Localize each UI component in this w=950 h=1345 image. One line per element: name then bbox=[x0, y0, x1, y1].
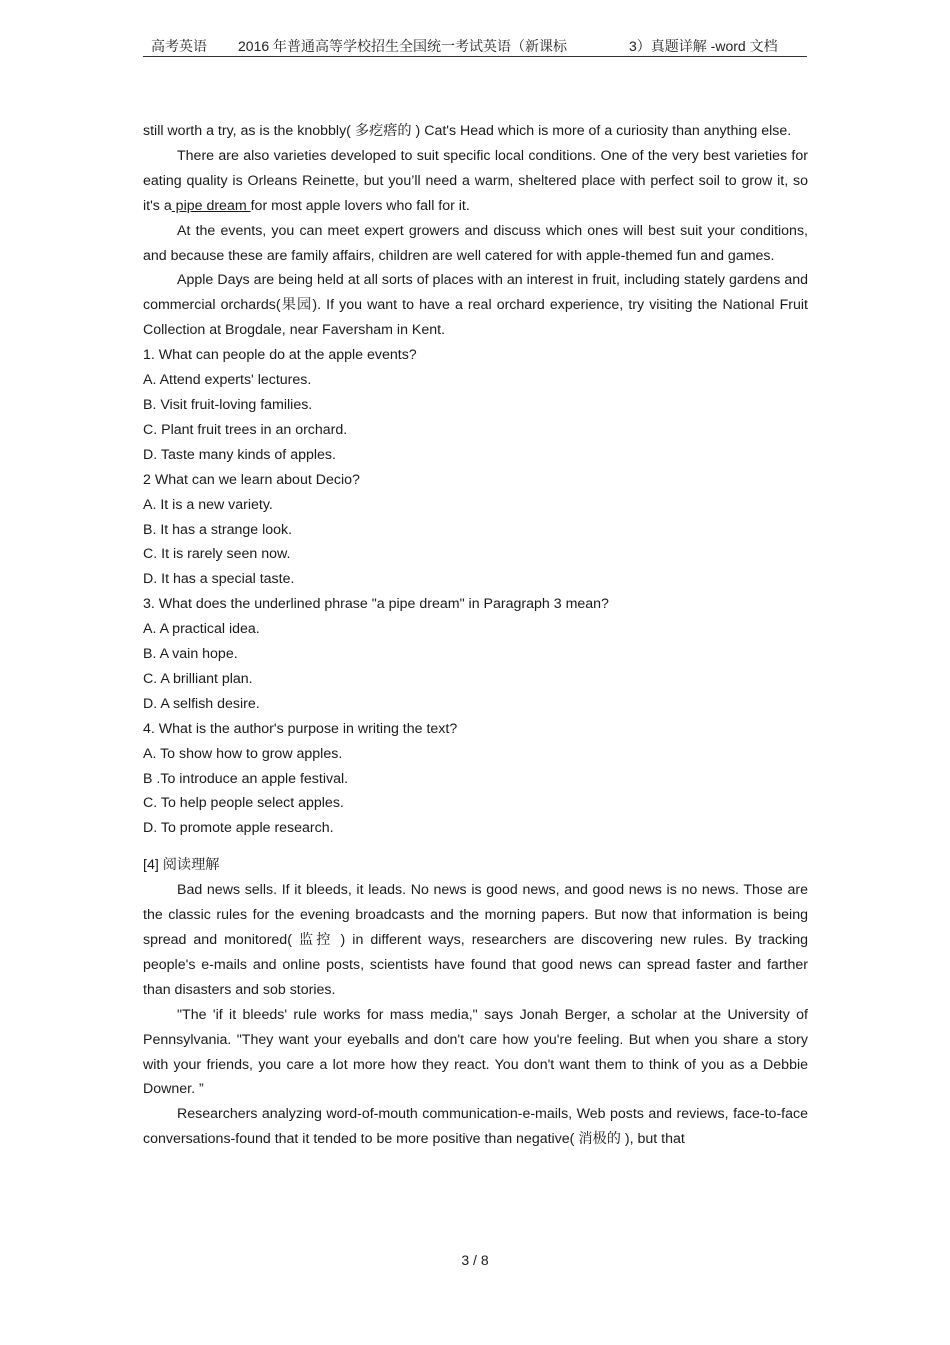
option-d: D. It has a special taste. bbox=[143, 571, 295, 588]
passage-paragraph-2 bbox=[143, 144, 808, 219]
page-number: 3 / 8 bbox=[461, 1252, 489, 1268]
option-d: D. To promote apple research. bbox=[143, 820, 334, 837]
passage-paragraph-1: still worth a try, as is the knobbly( 多疙瘩的 ) Cat's Head which is more of a curiosity than anything else. bbox=[143, 123, 792, 139]
section-heading: [4] 阅读理解 bbox=[143, 857, 220, 874]
question-stem: 4. What is the author's purpose in writing the text? bbox=[143, 720, 458, 737]
document-body bbox=[143, 119, 808, 1152]
page-header bbox=[143, 34, 807, 57]
question-3 bbox=[143, 592, 808, 717]
option-c: C. It is rarely seen now. bbox=[143, 546, 291, 563]
section-4-paragraph-3: Researchers analyzing word-of-mouth communication-e-mails, Web posts and reviews, face-to-face conversations-found that it tended to be more positive than negative( 消极的 ), but that bbox=[143, 1106, 808, 1148]
header-title: 2016 年普通高等学校招生全国统一考试英语（新课标 bbox=[238, 38, 568, 54]
section-4 bbox=[143, 853, 808, 1152]
option-a: A. Attend experts' lectures. bbox=[143, 372, 312, 389]
question-stem: 3. What does the underlined phrase "a pipe dream" in Paragraph 3 mean? bbox=[143, 596, 609, 613]
question-2 bbox=[143, 468, 808, 593]
paragraph-2-text-b: for most apple lovers who fall for it. bbox=[250, 197, 470, 214]
option-b: B. Visit fruit-loving families. bbox=[143, 396, 313, 413]
header-subject: 高考英语 bbox=[151, 38, 207, 54]
question-4 bbox=[143, 717, 808, 842]
option-b: B .To introduce an apple festival. bbox=[143, 770, 349, 787]
underlined-phrase: pipe dream bbox=[171, 197, 251, 214]
option-d: D. Taste many kinds of apples. bbox=[143, 446, 336, 463]
question-stem: 2 What can we learn about Decio? bbox=[143, 471, 360, 488]
header-suffix: 3）真题详解 -word 文档 bbox=[629, 38, 778, 54]
option-a: A. To show how to grow apples. bbox=[143, 745, 343, 762]
passage-paragraph-3: At the events, you can meet expert growers and discuss which ones will best suit your conditions, and because these are family affairs, children are well catered for with apple-themed fun and games. bbox=[143, 222, 808, 264]
option-d: D. A selfish desire. bbox=[143, 695, 260, 712]
section-4-paragraph-2: "The 'if it bleeds' rule works for mass media," says Jonah Berger, a scholar at the University of Pennsylvania. "They want your eyeballs and don't care how you're feeling. But when you share a story with your friends, you care a lot more how they react. You don't want them to think of you as a Debbie Downer. ” bbox=[143, 1006, 808, 1098]
question-stem: 1. What can people do at the apple events? bbox=[143, 347, 417, 364]
option-b: B. It has a strange look. bbox=[143, 521, 293, 538]
passage-paragraph-4: Apple Days are being held at all sorts of places with an interest in fruit, including stately gardens and commercial orchards(果园). If you want to have a real orchard experience, try visiting the National Fruit Collection at Brogdale, near Faversham in Kent. bbox=[143, 272, 808, 339]
question-1 bbox=[143, 343, 808, 468]
option-a: A. It is a new variety. bbox=[143, 496, 273, 513]
option-c: C. Plant fruit trees in an orchard. bbox=[143, 421, 348, 438]
paragraph-2-text-a: There are also varieties developed to suit specific local conditions. One of the very best varieties for eating quality is Orleans Reinette, but you’ll need a warm, sheltered place with perfect soil to grow it, so it's a bbox=[143, 147, 808, 214]
option-b: B. A vain hope. bbox=[143, 646, 238, 663]
section-4-paragraph-1: Bad news sells. If it bleeds, it leads. No news is good news, and good news is no news. Those are the classic rules for the evening broadcasts and the morning papers. But now that information is being spread and monitored( 监控 ) in different ways, researchers are discovering new rules. By tracking people's e-mails and online posts, scientists have found that good news can spread faster and farther than disasters and sob stories. bbox=[143, 882, 808, 998]
option-c: C. To help people select apples. bbox=[143, 795, 344, 812]
option-c: C. A brilliant plan. bbox=[143, 670, 253, 687]
option-a: A. A practical idea. bbox=[143, 621, 260, 638]
